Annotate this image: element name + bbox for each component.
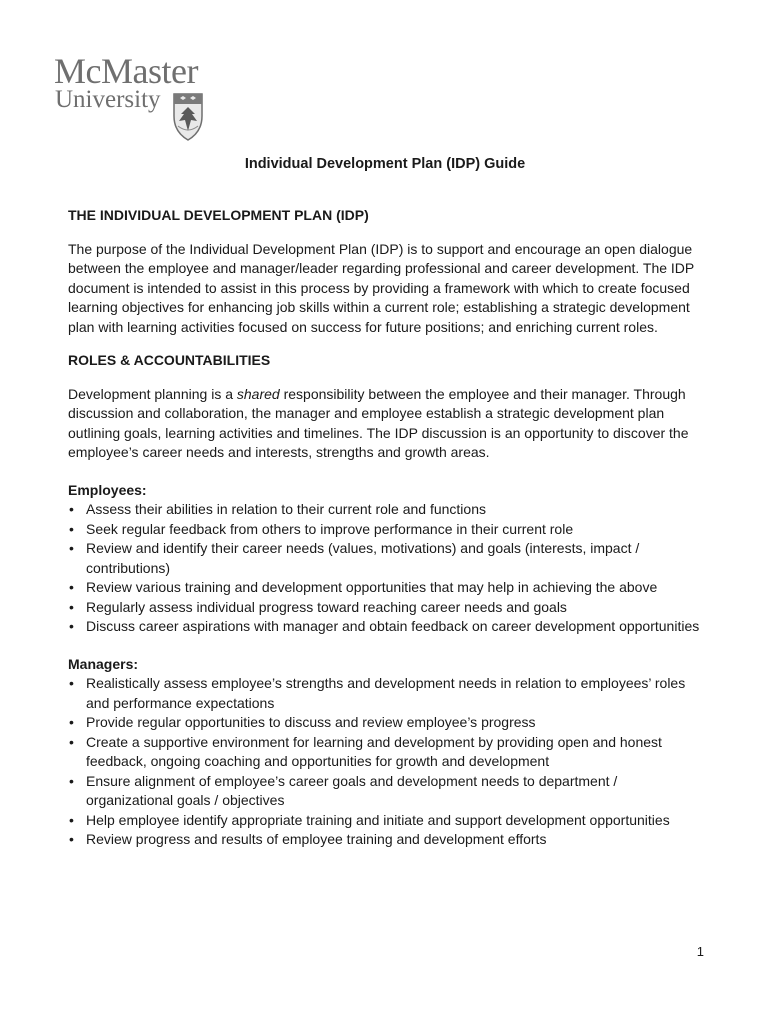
idp-purpose-paragraph: The purpose of the Individual Development Plan (IDP) is to support and encourage an open dialogue between the employee and manager/leader regarding professional and career development. The IDP document is intended to assist in this process by providing a framework with which to create focused learning objectives for enhancing job skills within a current role; establishing a strategic development plan with learning activities focused on success for future positions; and enriching current roles. xyxy=(68,240,694,335)
bullet: • xyxy=(69,811,74,828)
list-item-text: Review progress and results of employee training and development efforts xyxy=(86,831,547,847)
bullet: • xyxy=(69,714,74,730)
roles-text-end: responsibility between the employee and their manager. Through discussion and collaboration, the manager and employee establish a strategic development plan outlining goals, learning activities and timelines. The IDP discussion is an opportunity to discover the employee’s career needs and interests, strengths and growth areas. xyxy=(68,385,689,460)
list-item-text: Regularly assess individual progress toward reaching career needs and goals xyxy=(86,598,567,615)
logo-wordmark-line2: University xyxy=(55,86,161,113)
bullet: • xyxy=(69,501,74,517)
list-item xyxy=(68,539,700,578)
list-item-text: Assess their abilities in relation to their current role and functions xyxy=(86,501,486,517)
bullet: • xyxy=(69,579,74,595)
document-title: Individual Development Plan (IDP) Guide xyxy=(244,156,526,172)
section-heading-roles: ROLES & ACCOUNTABILITIES xyxy=(68,352,271,368)
list-item xyxy=(68,617,700,637)
list-item-text: Provide regular opportunities to discuss and review employee’s progress xyxy=(86,714,536,730)
list-item xyxy=(68,520,700,540)
list-item-text: Review and identify their career needs (values, motivations) and goals (interests, impact / contributions) xyxy=(86,540,640,576)
list-item-text: Help employee identify appropriate training and initiate and support development opportunities xyxy=(86,811,670,828)
list-item xyxy=(68,500,700,520)
bullet: • xyxy=(69,618,74,634)
crest-icon xyxy=(168,90,208,142)
employees-list xyxy=(68,500,700,637)
list-item-text: Discuss career aspirations with manager and obtain feedback on career development opportunities xyxy=(86,618,700,634)
list-item xyxy=(68,830,700,850)
list-item xyxy=(68,578,700,598)
bullet: • xyxy=(69,598,74,615)
list-item-text: Ensure alignment of employee’s career goals and development needs to department / organizational goals / objectives xyxy=(86,772,618,808)
bullet: • xyxy=(69,831,74,847)
list-item xyxy=(68,598,700,618)
list-item xyxy=(68,811,700,831)
bullet: • xyxy=(69,733,74,750)
list-item-text: Review various training and development opportunities that may help in achieving the above xyxy=(86,579,658,595)
list-item xyxy=(68,772,700,811)
page-number: 1 xyxy=(696,944,704,959)
employees-heading: Employees: xyxy=(68,481,147,498)
list-item-text: Realistically assess employee’s strengths and development needs in relation to employees’ roles and performance expectations xyxy=(86,675,686,711)
roles-text-emphasis: shared xyxy=(236,385,280,402)
logo-wordmark-line1: McMaster xyxy=(54,51,198,91)
managers-list xyxy=(68,674,700,850)
university-logo xyxy=(54,52,214,144)
section-heading-idp: THE INDIVIDUAL DEVELOPMENT PLAN (IDP) xyxy=(68,207,369,223)
bullet: • xyxy=(69,772,74,789)
bullet: • xyxy=(69,675,74,691)
managers-heading: Managers: xyxy=(68,655,139,672)
list-item xyxy=(68,674,700,713)
list-item xyxy=(68,713,700,733)
bullet: • xyxy=(69,520,74,537)
list-item-text: Create a supportive environment for learning and development by providing open and honest feedback, ongoing coaching and opportunities for growth and development xyxy=(86,733,662,769)
bullet: • xyxy=(69,540,74,556)
roles-text-start: Development planning is a xyxy=(68,385,237,402)
list-item xyxy=(68,733,700,772)
document-body xyxy=(68,206,700,850)
roles-paragraph xyxy=(68,385,700,463)
list-item-text: Seek regular feedback from others to improve performance in their current role xyxy=(86,520,574,537)
